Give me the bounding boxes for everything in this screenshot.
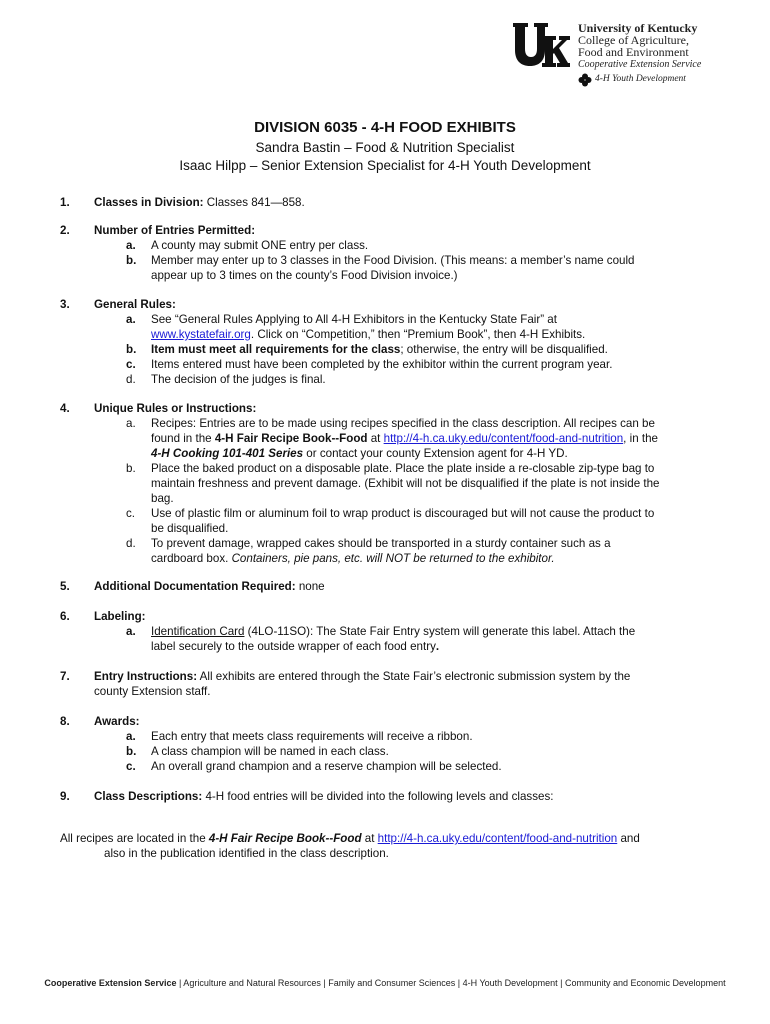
subtitle-2: Isaac Hilpp – Senior Extension Specialist for 4-H Youth Development	[179, 158, 591, 173]
list-item: d. To prevent damage, wrapped cakes should be transported in a sturdy container such as a cardboard box. Containers, pie pans, etc. will NOT be returned to the exhibitor.	[126, 537, 611, 565]
section-number: 3.	[60, 298, 70, 311]
section-label: Additional Documentation Required:	[94, 580, 296, 593]
section-label: Entry Instructions:	[94, 670, 198, 683]
list-item: c. Items entered must have been completed by the exhibitor within the current program year.	[126, 358, 613, 371]
section-label: Class Descriptions:	[94, 790, 203, 803]
section-label: General Rules:	[94, 298, 176, 311]
section-number: 2.	[60, 224, 70, 237]
youth-development-mark	[578, 72, 686, 87]
section-8-items	[126, 729, 716, 774]
recipe-book-link-2[interactable]: http://4-h.ca.uky.edu/content/food-and-nutrition	[377, 832, 618, 845]
section-label: Labeling:	[94, 610, 146, 623]
list-item: b. Place the baked product on a disposable plate. Place the plate inside a re-closable zip-type bag to maintain freshness and prevent damage. (Exhibit will not be disqualified if the plate is not inside the bag.	[126, 462, 660, 505]
logo-line-3: Food and Environment	[578, 45, 689, 59]
section-label: Unique Rules or Instructions:	[94, 402, 257, 415]
section-number: 7.	[60, 670, 70, 683]
list-item: d. The decision of the judges is final.	[126, 373, 326, 386]
list-item: b. A class champion will be named in each class.	[126, 745, 389, 758]
section-label: Number of Entries Permitted:	[94, 224, 256, 237]
section-2-items	[126, 238, 716, 283]
logo-line-1: University of Kentucky	[578, 21, 698, 35]
page-footer: Cooperative Extension Service | Agriculture and Natural Resources | Family and Consumer Sciences | 4-H Youth Development | Community and Economic Development	[44, 978, 726, 988]
clover-icon	[578, 73, 592, 87]
section-number: 5.	[60, 580, 70, 593]
list-item: a. Recipes: Entries are to be made using recipes specified in the class description. All recipes can be found in the 4-H Fair Recipe Book--Food at http://4-h.ca.uky.edu/content/food-and-nutrition, in the 4-H Cooking 101-401 Series or contact your county Extension agent for 4-H YD.	[126, 417, 658, 460]
page-title: DIVISION 6035 - 4-H FOOD EXHIBITS	[254, 119, 516, 136]
logo-line-2: College of Agriculture,	[578, 33, 689, 47]
kystatefair-link[interactable]: www.kystatefair.org	[151, 328, 251, 341]
section-6-items	[126, 624, 716, 654]
list-item: c. An overall grand champion and a reserve champion will be selected.	[126, 760, 502, 773]
list-item: a. See “General Rules Applying to All 4-H Exhibitors in the Kentucky State Fair” at www.kystatefair.org. Click on “Competition,” then “Premium Book”, then 4-H Exhibits.	[126, 313, 586, 341]
section-number: 8.	[60, 715, 70, 728]
section-4-items	[126, 416, 716, 566]
list-item: c. Use of plastic film or aluminum foil to wrap product is discouraged but will not cause the product to be disqualified.	[126, 507, 655, 535]
section-label: Classes in Division:	[94, 196, 204, 209]
list-item: a. Identification Card (4LO-11SO): The State Fair Entry system will generate this label. Attach the label securely to the outside wrapper of each food entry.	[126, 625, 636, 653]
section-text: Classes 841—858.	[203, 196, 305, 209]
list-item: a. A county may submit ONE entry per class.	[126, 239, 369, 252]
section-3-items	[126, 312, 716, 387]
section-number: 6.	[60, 610, 70, 623]
section-number: 4.	[60, 402, 70, 415]
youth-development-label: 4-H Youth Development	[595, 74, 686, 84]
list-item: b. Item must meet all requirements for the class; otherwise, the entry will be disqualified.	[126, 343, 608, 356]
section-number: 1.	[60, 196, 70, 209]
uk-logo	[512, 22, 712, 92]
closing-paragraph: All recipes are located in the 4-H Fair Recipe Book--Food at http://4-h.ca.uky.edu/content/food-and-nutrition and also in the publication identified in the class description.	[60, 832, 640, 860]
recipe-book-link[interactable]: http://4-h.ca.uky.edu/content/food-and-nutrition	[383, 432, 624, 445]
section-label: Awards:	[94, 715, 140, 728]
list-item: a. Each entry that meets class requirements will receive a ribbon.	[126, 730, 473, 743]
section-number: 9.	[60, 790, 70, 803]
list-item: b. Member may enter up to 3 classes in the Food Division. (This means: a member’s name could appear up to 3 times on the county’s Food Division invoice.)	[126, 254, 635, 282]
logo-line-4: Cooperative Extension Service	[578, 59, 702, 70]
identification-card-text: Identification Card	[151, 625, 245, 638]
subtitle-1: Sandra Bastin – Food & Nutrition Specialist	[255, 140, 515, 155]
uk-logo-mark	[512, 22, 570, 68]
